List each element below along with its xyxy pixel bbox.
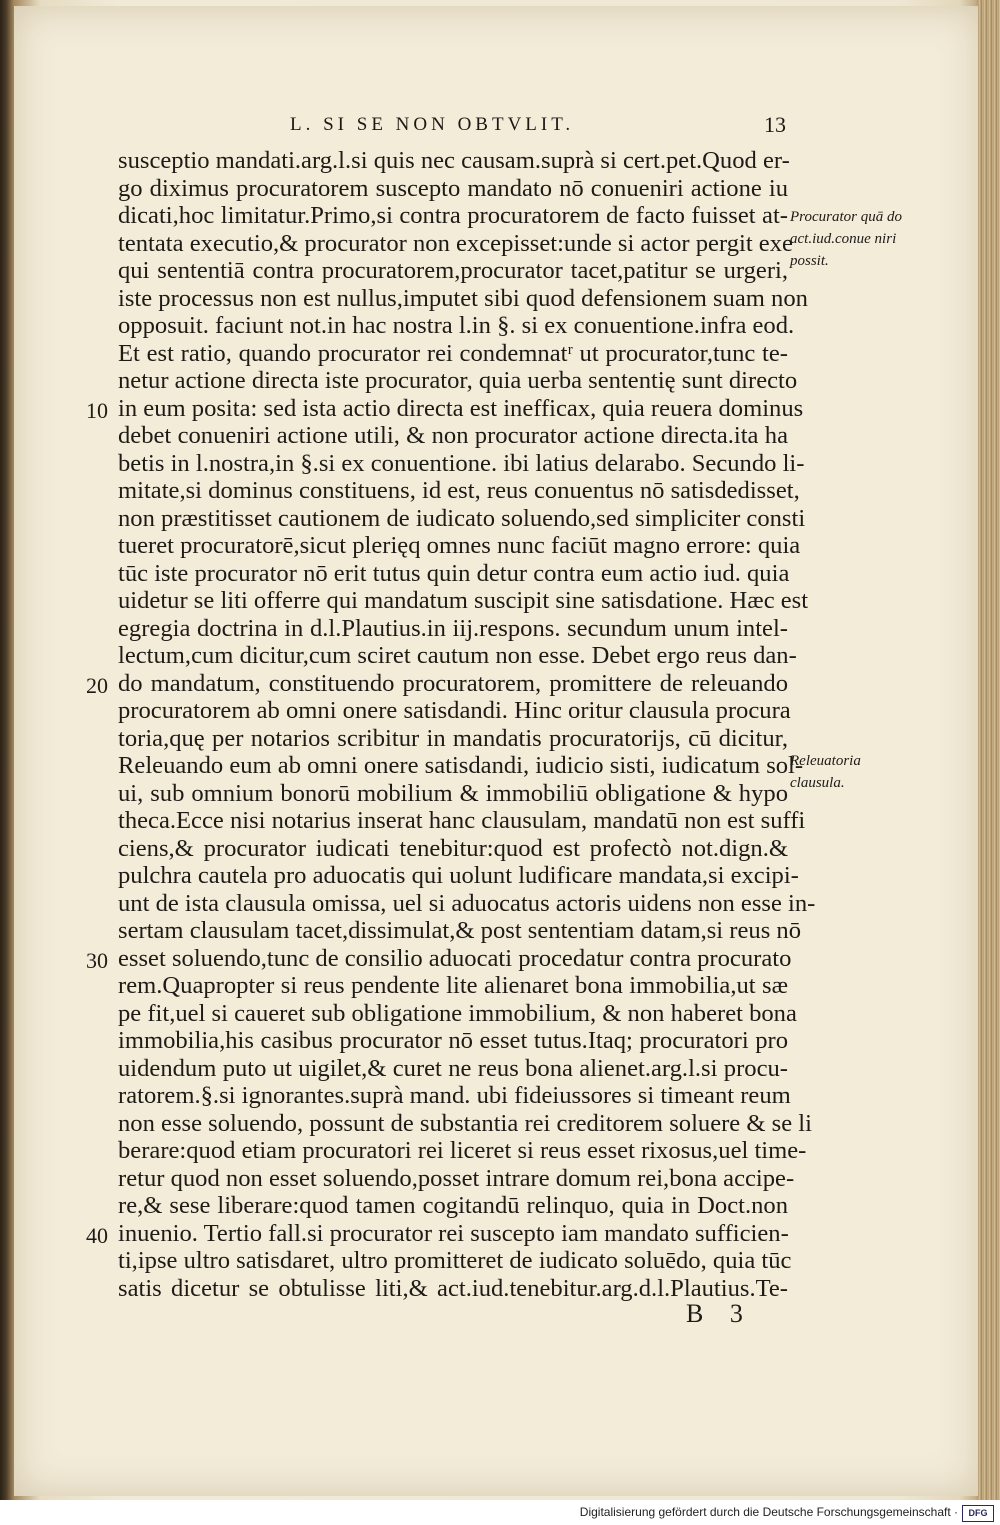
text-line: Releuando eum ab omni onere satisdandi, iudicio sisti, iudicatum sol- [118,752,804,779]
text-line: qui sententiā contra procuratorem,procurator tacet,patitur se urgeri, [118,257,788,284]
text-line: ui, sub omnium bonorū mobilium & immobiliū obligatione & hypo [118,780,788,807]
marginal-note-procurator: Procurator quā do act.iud.conue niri possit. [790,209,902,269]
digitization-credit: Digitalisierung gefördert durch die Deutsche Forschungsgemeinschaft · [579,1505,958,1519]
text-line: ratorem.§.si ignorantes.suprà mand. ubi fideiussores si timeant reum [118,1082,791,1109]
text-line: ti,ipse ultro satisdaret, ultro promitteret de iudicato soluēdo, quia tūc [118,1247,792,1274]
text-line: inuenio. Tertio fall.si procurator rei suscepto iam mandato sufficien- [118,1220,789,1247]
text-line: mitate,si dominus constituens, id est, reus conuentus nō satisdedisset, [118,477,800,504]
text-line: egregia doctrina in d.l.Plautius.in iij.respons. secundum unum intel- [118,615,788,642]
page-edges [978,0,1000,1500]
text-line: ciens,& procurator iudicati tenebitur:quod est profectò not.dign.& [118,835,788,862]
text-line: go diximus procuratorem suscepto mandato nō conueniri actione iu [118,175,788,202]
text-line: sertam clausulam tacet,dissimulat,& post sententiam datam,si reus nō [118,917,802,944]
text-line: re,& sese liberare:quod tamen cogitandū relinquo, quia in Doct.non [118,1192,788,1219]
text-line: opposuit. faciunt not.in hac nostra l.in §. si ex conuentione.infra eod. [118,312,795,339]
text-line: do mandatum, constituendo procuratorem, promittere de releuando [118,670,788,697]
folio-number: 13 [764,112,786,137]
text-line: non esse soluendo, possunt de substantia rei creditorem soluere & se li [118,1110,812,1137]
dfg-logo-icon [962,1505,994,1522]
text-line: debet conueniri actione utili, & non procurator actione directa.ita ha [118,422,788,449]
signature-mark: B 3 [686,1299,753,1328]
text-line: dicati,hoc limitatur.Primo,si contra procuratorem de facto fuisset at- [118,202,788,229]
text-line: pe fit,uel si caueret sub obligatione immobilium, & non haberet bona [118,1000,797,1027]
text-line: susceptio mandati.arg.l.si quis nec causam.suprà si cert.pet.Quod er- [118,147,790,174]
line-number-40: 40 [86,1223,108,1248]
text-line: toria,quę per notarios scribitur in mandatis procuratorijs, cū dicitur, [118,725,788,752]
line-number-30: 30 [86,948,108,973]
text-line: iste processus non est nullus,imputet sibi quod defensionem suam non [118,285,808,312]
dfg-logo-label: DFG [968,1508,988,1518]
text-line: retur quod non esset soluendo,posset intrare domum rei,bona accipe- [118,1165,795,1192]
line-number-10: 10 [86,398,108,423]
text-line: berare:quod etiam procuratori rei liceret si reus esset rixosus,uel time- [118,1137,807,1164]
text-line: procuratorem ab omni onere satisdandi. Hinc oritur clausula procura [118,697,791,724]
text-line: tueret procuratorē,sicut plerięq omnes nunc faciūt magno errore: quia [118,532,801,559]
text-line: uidetur se liti offerre qui mandatum suscipit sine satisdatione. Hæc est [118,587,809,614]
text-line: uidendum puto ut uigilet,& curet ne reus bona alienet.arg.l.si procu- [118,1055,788,1082]
line-number-20: 20 [86,673,108,698]
text-line: tūc iste procurator nō erit tutus quin detur contra eum actio iud. quia [118,560,790,587]
text-line: in eum posita: sed ista actio directa est inefficax, quia reuera dominus [118,395,804,422]
text-line: theca.Ecce nisi notarius inserat hanc clausulam, mandatū non est suffi [118,807,806,834]
text-line: lectum,cum dicitur,cum sciret cautum non esse. Debet ergo reus dan- [118,642,797,669]
marginal-note-releuatoria: Releuatoria clausula. [790,753,861,791]
text-line: netur actione directa iste procurator, quia uerba sententię sunt directo [118,367,798,394]
text-line: tentata executio,& procurator non excepisset:unde si actor pergit exe [118,230,793,257]
text-line: betis in l.nostra,in §.si ex conuentione. ibi latius delarabo. Secundo li- [118,450,805,477]
text-line: pulchra cautela pro aduocatis qui uolunt ludificare mandata,si excipi- [118,862,799,889]
text-line: esset soluendo,tunc de consilio aduocati procedatur contra procurato [118,945,792,972]
text-line: satis dicetur se obtulisse liti,& act.iud.tenebitur.arg.d.l.Plautius.Te- [118,1275,788,1302]
text-line: Et est ratio, quando procurator rei condemnatʳ ut procurator,tunc te- [118,340,788,367]
running-head: L. SI SE NON OBTVLIT. [290,114,575,135]
text-line: unt de ista clausula omissa, uel si aduocatus actoris uidens non esse in- [118,890,816,917]
text-line: non præstitisset cautionem de iudicato soluendo,sed simpliciter consti [118,505,806,532]
text-line: rem.Quapropter si reus pendente lite alienaret bona immobilia,ut sæ [118,972,788,999]
text-line: immobilia,his casibus procurator nō esset tutus.Itaq; procuratori pro [118,1027,788,1054]
